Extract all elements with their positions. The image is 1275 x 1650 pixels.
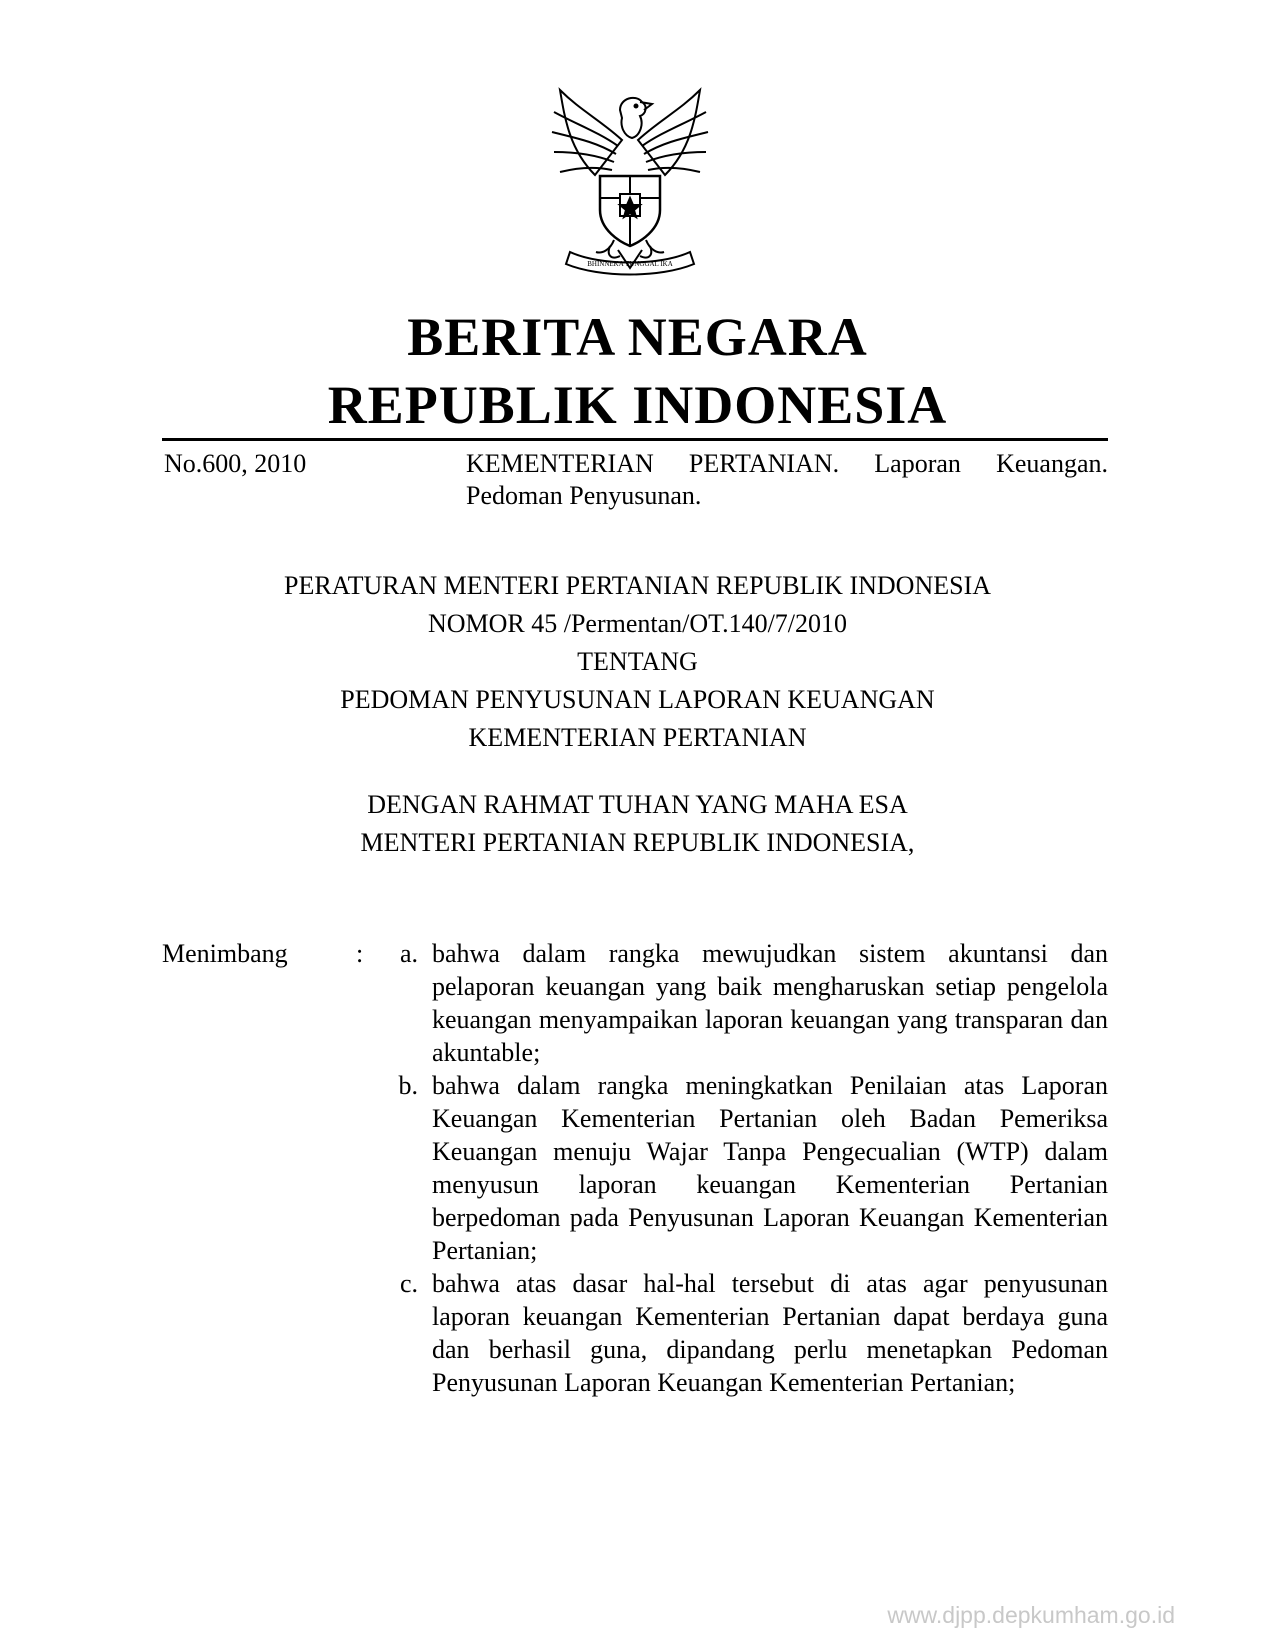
considering-item	[356, 937, 1108, 1069]
masthead-title: BERITA NEGARA	[407, 307, 868, 367]
considering-item-marker: a.	[399, 939, 418, 968]
issue-subject-line1: KEMENTERIAN PERTANIAN. Laporan Keuangan.	[466, 449, 1108, 478]
preamble-line1: DENGAN RAHMAT TUHAN YANG MAHA ESA	[367, 790, 908, 819]
svg-text:BHINNEKA TUNGGAL IKA: BHINNEKA TUNGGAL IKA	[587, 260, 673, 268]
preamble-line2: MENTERI PERTANIAN REPUBLIK INDONESIA,	[360, 828, 915, 857]
regulation-about: TENTANG	[577, 647, 698, 676]
considering-label: Menimbang	[162, 939, 288, 968]
regulation-subject-line1: PEDOMAN PENYUSUNAN LAPORAN KEUANGAN	[340, 685, 935, 714]
considering-item-marker: b.	[398, 1071, 418, 1100]
issue-subject-line2: Pedoman Penyusunan.	[466, 481, 702, 510]
considering-item-text: bahwa atas dasar hal-hal tersebut di atas agar penyusunan laporan keuangan Kementerian Pertanian dapat berdaya guna dan berhasil guna, dipandang perlu menetapkan Pedoman Penyusunan Laporan Keuangan Kementerian Pertanian;	[432, 1269, 1108, 1397]
regulation-title: PERATURAN MENTERI PERTANIAN REPUBLIK INDONESIA	[283, 571, 991, 600]
considering-item-text: bahwa dalam rangka mewujudkan sistem akuntansi dan pelaporan keuangan yang baik mengharuskan setiap pengelola keuangan menyampaikan laporan keuangan yang transparan dan akuntable;	[432, 939, 1108, 1067]
garuda-pancasila-emblem-icon	[540, 80, 720, 280]
regulation-number: NOMOR 45 /Permentan/OT.140/7/2010	[427, 609, 848, 638]
masthead-subtitle: REPUBLIK INDONESIA	[327, 375, 948, 435]
considering-item	[356, 1267, 1108, 1399]
regulation-heading	[0, 567, 1275, 757]
considering-item-text: bahwa dalam rangka meningkatkan Penilaian atas Laporan Keuangan Kementerian Pertanian oleh Badan Pemeriksa Keuangan menuju Wajar Tanpa Pengecualian (WTP) dalam menyusun laporan keuangan Kementerian Pertanian berpedoman pada Penyusunan Laporan Keuangan Kementerian Pertanian;	[432, 1071, 1108, 1265]
issue-subject	[466, 448, 1108, 512]
issue-number: No.600, 2010	[164, 449, 307, 478]
considering-colon: :	[356, 939, 364, 968]
considering-item-marker: c.	[399, 1269, 418, 1298]
masthead-divider	[162, 438, 1108, 441]
considering-item	[356, 1069, 1108, 1267]
watermark-url: www.djpp.depkumham.go.id	[887, 1602, 1175, 1628]
regulation-subject-line2: KEMENTERIAN PERTANIAN	[468, 723, 807, 752]
preamble	[0, 786, 1275, 862]
